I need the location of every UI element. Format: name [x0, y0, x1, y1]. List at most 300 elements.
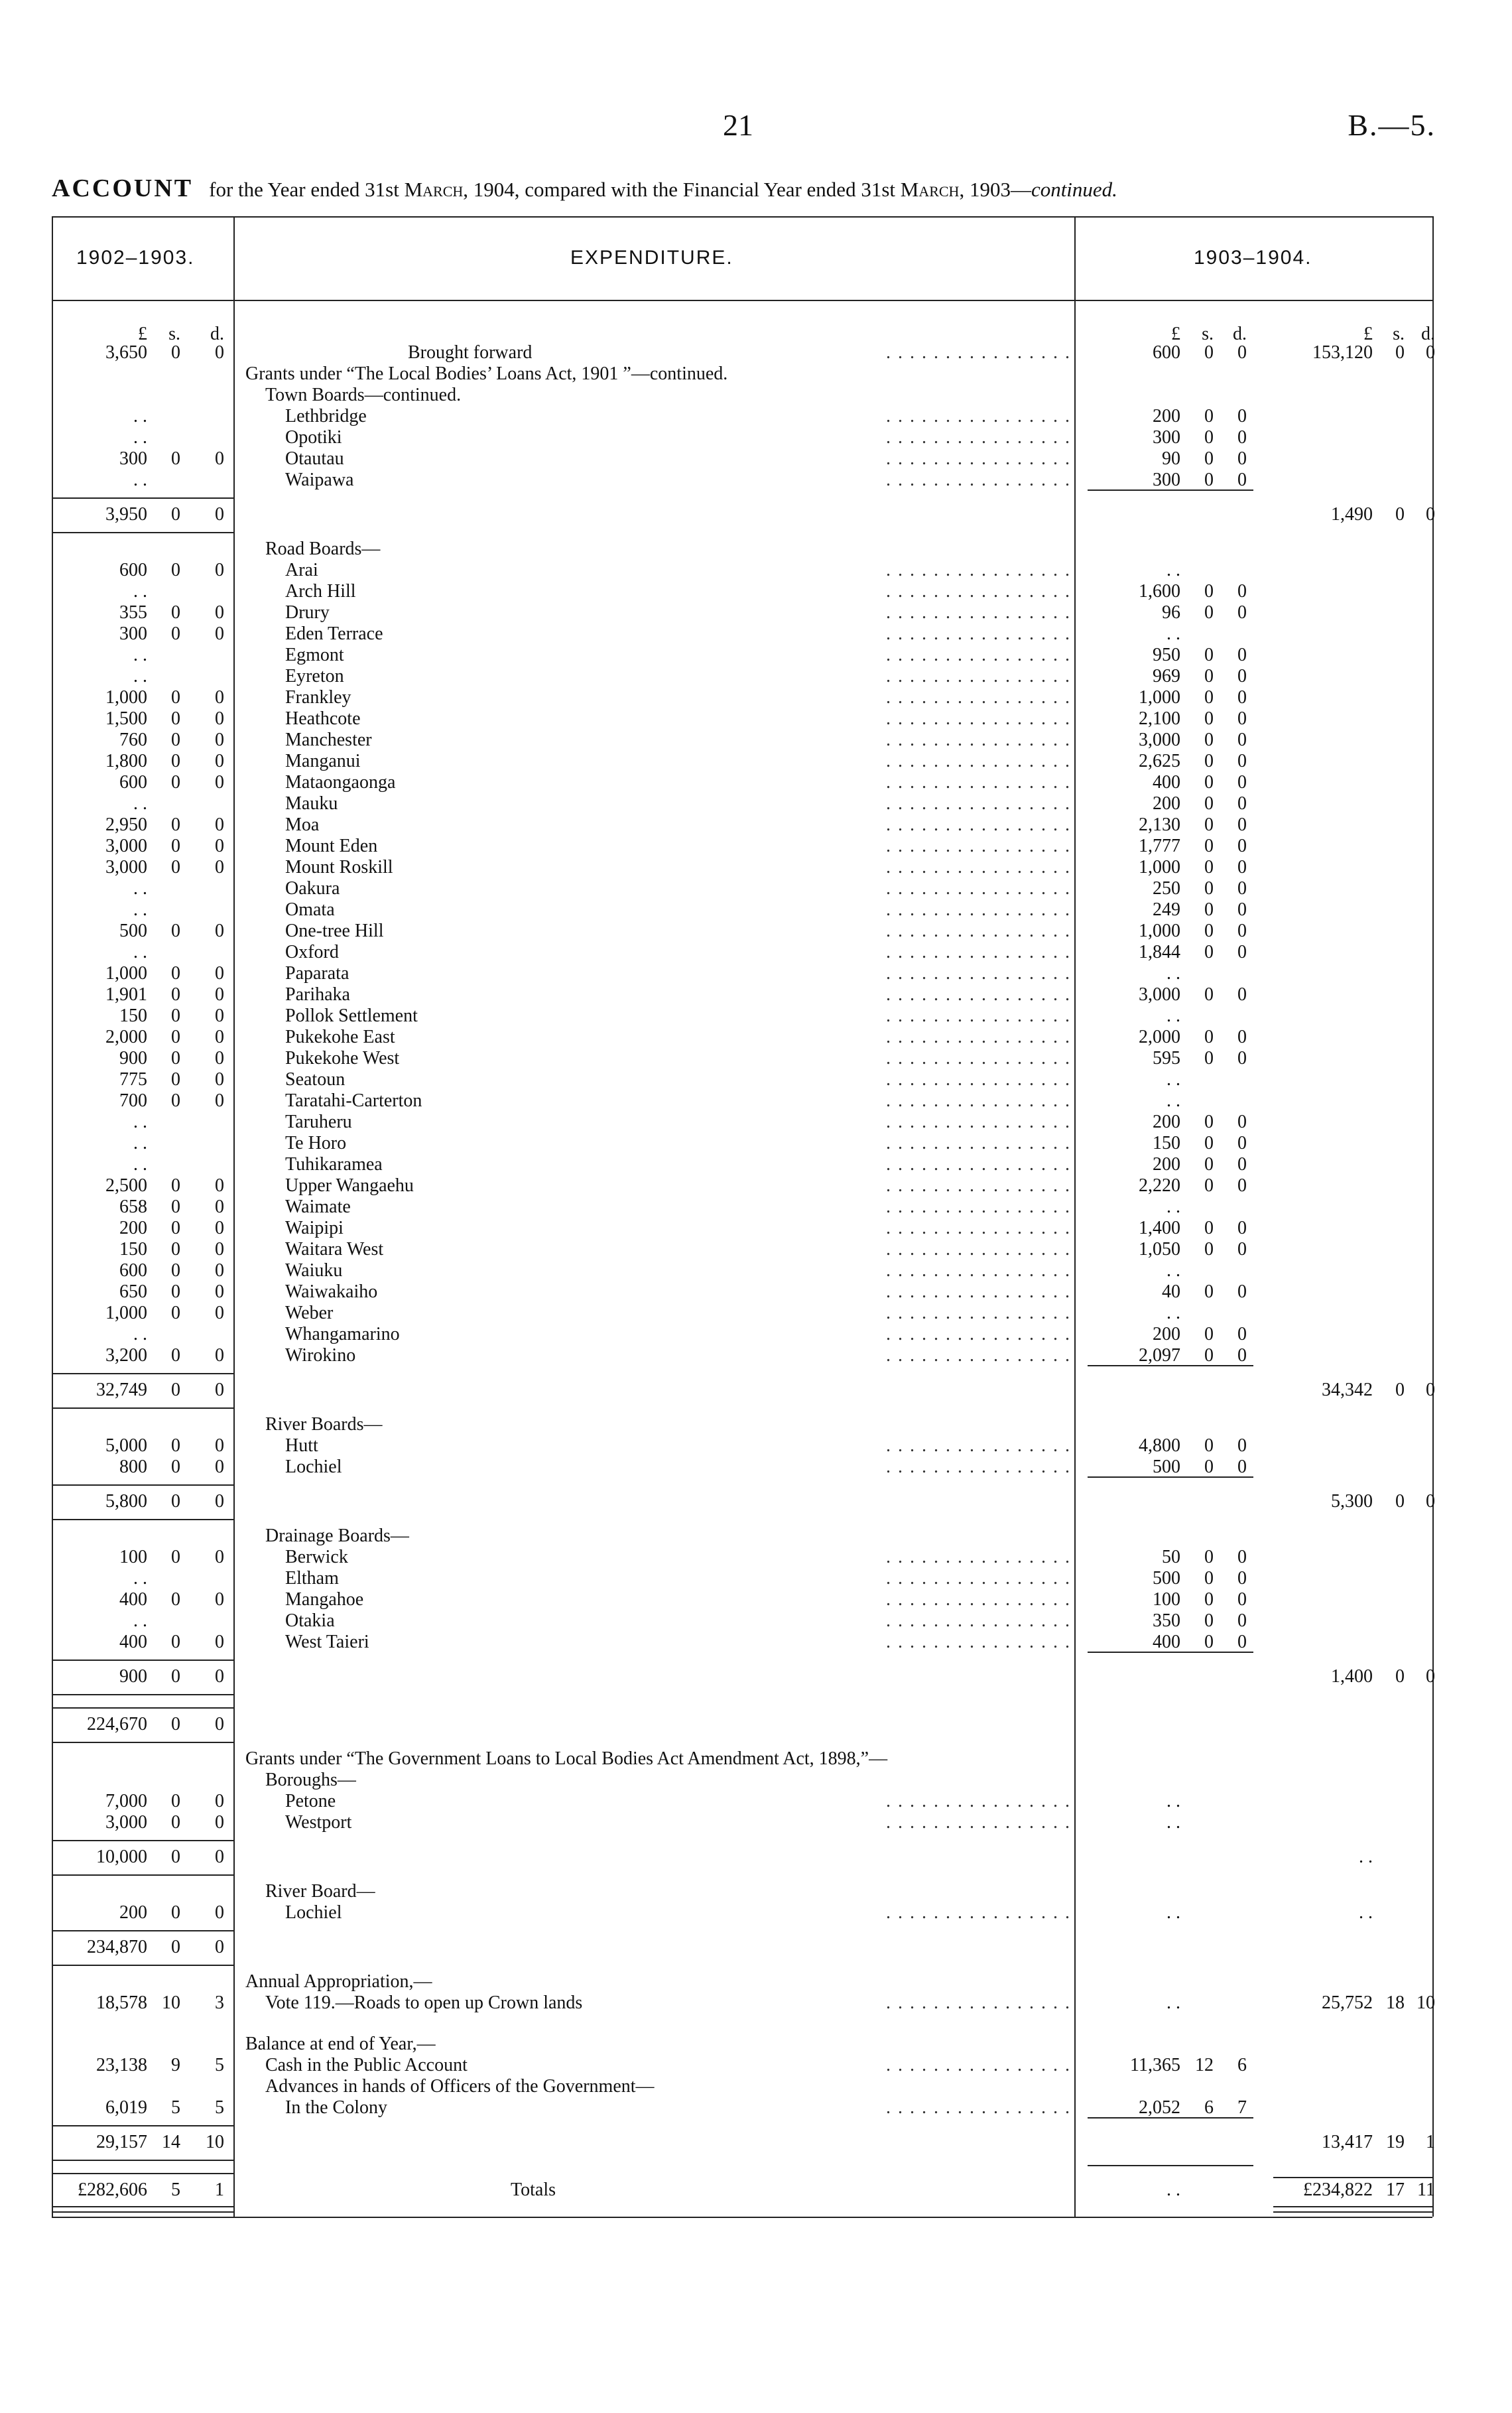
curr-detail-pence: 0: [1237, 1218, 1247, 1238]
prev-pounds: . .: [133, 581, 147, 602]
curr-detail-shillings: 0: [1204, 857, 1214, 878]
curr-detail-pounds: 200: [1153, 406, 1180, 426]
curr-detail-shillings: 0: [1204, 342, 1214, 363]
title-text-a: for the Year ended 31st: [209, 178, 405, 201]
curr-detail-pence: 0: [1237, 1632, 1247, 1652]
leader-dots: . . . . . . . . . . . . . . . .: [886, 470, 1071, 490]
subtotal-rule-curr: [1088, 2165, 1253, 2166]
unit-pound-b: £: [1363, 324, 1373, 344]
prev-shillings: 9: [171, 2055, 180, 2075]
table-row: [0, 1027, 1512, 1048]
row-description: Pukekohe East: [285, 1027, 395, 1047]
row-description: Petone: [285, 1791, 336, 1811]
curr-detail-pence: 0: [1237, 1435, 1247, 1456]
prev-pounds: 23,138: [96, 2055, 147, 2075]
curr-detail-pounds: . .: [1166, 1992, 1180, 2013]
prev-pence: 3: [215, 1992, 224, 2013]
curr-detail-shillings: 0: [1204, 1345, 1214, 1366]
curr-detail-pence: 0: [1237, 942, 1247, 962]
prev-pounds: . .: [133, 1568, 147, 1589]
prev-pence: 0: [215, 1048, 224, 1069]
curr-total-pence: 0: [1426, 1380, 1435, 1400]
table-row: [0, 1414, 1512, 1435]
row-description: Balance at end of Year,—: [245, 2034, 436, 2054]
subtotal-rule: [53, 2173, 233, 2174]
table-row: [0, 1133, 1512, 1154]
prev-pence: 0: [215, 1175, 224, 1196]
prev-pence: 0: [215, 1281, 224, 1302]
curr-detail-pounds: 3,000: [1139, 730, 1180, 750]
prev-pence: 0: [215, 342, 224, 363]
prev-shillings: 0: [171, 1239, 180, 1260]
curr-detail-shillings: 0: [1204, 427, 1214, 448]
curr-detail-shillings: 0: [1204, 1027, 1214, 1047]
leader-dots: . . . . . . . . . . . . . . . .: [886, 772, 1071, 793]
curr-total-pence: 0: [1426, 1491, 1435, 1512]
prev-pence: 5: [215, 2055, 224, 2075]
curr-detail-shillings: 0: [1204, 921, 1214, 941]
title-text-c: , 1903—: [959, 178, 1031, 201]
leader-dots: . . . . . . . . . . . . . . . .: [886, 448, 1071, 469]
curr-detail-shillings: 0: [1204, 645, 1214, 665]
curr-total-pounds: . .: [1359, 1902, 1373, 1923]
leader-dots: . . . . . . . . . . . . . . . .: [886, 1812, 1071, 1833]
prev-pence: 0: [215, 504, 224, 525]
curr-detail-pounds: 4,800: [1139, 1435, 1180, 1456]
subtotal-rule: [53, 1484, 233, 1486]
curr-detail-pence: 0: [1237, 899, 1247, 920]
leader-dots: . . . . . . . . . . . . . . . .: [886, 1197, 1071, 1217]
curr-detail-pounds: 1,777: [1139, 836, 1180, 856]
table-row: [0, 772, 1512, 793]
leader-dots: . . . . . . . . . . . . . . . .: [886, 708, 1071, 729]
header-expenditure: EXPENDITURE.: [570, 247, 733, 269]
leader-dots: . . . . . . . . . . . . . . . .: [886, 1133, 1071, 1153]
row-description: Drainage Boards—: [265, 1526, 409, 1546]
table-row: [0, 2034, 1512, 2055]
curr-detail-shillings: 0: [1204, 448, 1214, 469]
row-description: Grants under “The Local Bodies’ Loans Act, 1901 ”—continued.: [245, 363, 728, 384]
table-row: [0, 1457, 1512, 1478]
curr-detail-pence: 0: [1237, 878, 1247, 899]
prev-shillings: 5: [171, 2180, 180, 2200]
prev-pence: 0: [215, 1380, 224, 1400]
curr-detail-pounds: 400: [1153, 1632, 1180, 1652]
prev-shillings: 0: [171, 751, 180, 771]
row-description: Lethbridge: [285, 406, 367, 426]
row-description: Otautau: [285, 448, 344, 469]
curr-detail-shillings: 0: [1204, 1568, 1214, 1589]
prev-pounds: 900: [119, 1666, 147, 1687]
curr-detail-pounds: . .: [1166, 1791, 1180, 1811]
leader-dots: . . . . . . . . . . . . . . . .: [886, 1568, 1071, 1589]
table-row: [0, 2076, 1512, 2097]
prev-pounds: . .: [133, 878, 147, 899]
curr-detail-pence: 0: [1237, 1589, 1247, 1610]
table-row: [0, 815, 1512, 836]
curr-detail-pence: 0: [1237, 1154, 1247, 1175]
header-curr-year: 1903–1904.: [1194, 247, 1312, 269]
curr-detail-pence: 0: [1237, 666, 1247, 686]
row-description: Pukekohe West: [285, 1048, 400, 1069]
curr-detail-pounds: 2,625: [1139, 751, 1180, 771]
unit-shilling-prev: s.: [168, 324, 180, 344]
curr-detail-pence: 0: [1237, 602, 1247, 623]
table-row: [0, 1260, 1512, 1281]
table-row: [0, 560, 1512, 581]
prev-shillings: 0: [171, 1281, 180, 1302]
table-row: [0, 878, 1512, 899]
prev-pounds: 7,000: [105, 1791, 147, 1811]
table-bottom-rule: [52, 2217, 1432, 2218]
unit-shilling-b: s.: [1393, 324, 1405, 344]
table-row: [0, 363, 1512, 385]
curr-detail-pounds: 500: [1153, 1457, 1180, 1477]
prev-shillings: 0: [171, 708, 180, 729]
leader-dots: . . . . . . . . . . . . . . . .: [886, 1027, 1071, 1047]
row-description: Wirokino: [285, 1345, 356, 1366]
table-row: [0, 645, 1512, 666]
subtotal-rule: [53, 1930, 233, 1931]
leader-dots: . . . . . . . . . . . . . . . .: [886, 1435, 1071, 1456]
table-row: [0, 1112, 1512, 1133]
title-march-1: March: [404, 178, 464, 201]
prev-pounds: 400: [119, 1632, 147, 1652]
curr-detail-shillings: 0: [1204, 1632, 1214, 1652]
curr-total-shillings: 0: [1395, 1491, 1405, 1512]
table-row: [0, 1526, 1512, 1547]
curr-detail-pence: 0: [1237, 1281, 1247, 1302]
curr-detail-pounds: 3,000: [1139, 984, 1180, 1005]
prev-shillings: 0: [171, 1812, 180, 1833]
curr-detail-pounds: 2,000: [1139, 1027, 1180, 1047]
prev-shillings: 0: [171, 1547, 180, 1567]
row-description: Paparata: [285, 963, 349, 984]
prev-shillings: 0: [171, 1175, 180, 1196]
curr-detail-pounds: 11,365: [1130, 2055, 1180, 2075]
curr-detail-pence: 0: [1237, 751, 1247, 771]
table-row: [0, 1610, 1512, 1632]
row-description: Waipipi: [285, 1218, 344, 1238]
prev-pence: 0: [215, 1006, 224, 1026]
prev-pence: 0: [215, 1812, 224, 1833]
curr-detail-pounds: 249: [1153, 899, 1180, 920]
leader-dots: . . . . . . . . . . . . . . . .: [886, 730, 1071, 750]
prev-pounds: 300: [119, 448, 147, 469]
table-row: [0, 581, 1512, 602]
prev-pence: 0: [215, 921, 224, 941]
row-description: Tuhikaramea: [285, 1154, 383, 1175]
prev-pence: 10: [206, 2132, 224, 2152]
curr-detail-pounds: 950: [1153, 645, 1180, 665]
curr-detail-shillings: 0: [1204, 772, 1214, 793]
curr-detail-shillings: 0: [1204, 899, 1214, 920]
curr-detail-pounds: 1,000: [1139, 921, 1180, 941]
leader-dots: . . . . . . . . . . . . . . . .: [886, 623, 1071, 644]
curr-detail-pence: 0: [1237, 857, 1247, 878]
prev-pounds: 100: [119, 1547, 147, 1567]
totals-row: [0, 2180, 1512, 2201]
table-row: [0, 1435, 1512, 1457]
prev-pounds: 5,800: [105, 1491, 147, 1512]
curr-detail-shillings: 0: [1204, 470, 1214, 490]
subtotal-row: [0, 1937, 1512, 1958]
subtotal-rule-below: [53, 1407, 233, 1409]
curr-detail-pounds: 96: [1162, 602, 1180, 623]
leader-dots: . . . . . . . . . . . . . . . .: [886, 1218, 1071, 1238]
subtotal-row: [0, 1847, 1512, 1868]
row-description: Arai: [285, 560, 318, 580]
prev-pounds: . .: [133, 645, 147, 665]
prev-shillings: 0: [171, 1006, 180, 1026]
prev-pence: 0: [215, 857, 224, 878]
prev-shillings: 0: [171, 836, 180, 856]
row-description: Annual Appropriation,—: [245, 1971, 432, 1992]
prev-pounds: 3,000: [105, 857, 147, 878]
title-text-b: , 1904, compared with the Financial Year ended 31st: [463, 178, 901, 201]
curr-detail-shillings: 0: [1204, 1457, 1214, 1477]
curr-detail-pounds: 300: [1153, 427, 1180, 448]
table-row: [0, 1197, 1512, 1218]
leader-dots: . . . . . . . . . . . . . . . .: [886, 836, 1071, 856]
curr-detail-pounds: 969: [1153, 666, 1180, 686]
prev-pounds: 3,000: [105, 1812, 147, 1833]
unit-shilling-a: s.: [1202, 324, 1214, 344]
row-description: Pollok Settlement: [285, 1006, 418, 1026]
leader-dots: . . . . . . . . . . . . . . . .: [886, 1324, 1071, 1344]
subtotal-rule-below: [53, 1519, 233, 1520]
table-row: [0, 1568, 1512, 1589]
curr-total-shillings: 0: [1395, 342, 1405, 363]
subtotal-rule-below: [53, 1965, 233, 1966]
row-description: Heathcote: [285, 708, 361, 729]
curr-detail-pence: 0: [1237, 1610, 1247, 1631]
curr-detail-pence: 0: [1237, 730, 1247, 750]
curr-detail-shillings: 0: [1204, 1589, 1214, 1610]
prev-pounds: 600: [119, 560, 147, 580]
curr-detail-pence: 0: [1237, 645, 1247, 665]
prev-pounds: 1,000: [105, 963, 147, 984]
curr-detail-pounds: 90: [1162, 448, 1180, 469]
prev-pence: 0: [215, 602, 224, 623]
row-description: Oxford: [285, 942, 339, 962]
curr-detail-shillings: 0: [1204, 406, 1214, 426]
prev-shillings: 0: [171, 1714, 180, 1734]
curr-detail-pounds: 400: [1153, 772, 1180, 793]
curr-detail-pounds: . .: [1166, 623, 1180, 644]
leader-dots: . . . . . . . . . . . . . . . .: [886, 687, 1071, 708]
curr-detail-shillings: 0: [1204, 1112, 1214, 1132]
header-bottom-rule: [52, 300, 1432, 301]
prev-pence: 0: [215, 1435, 224, 1456]
row-description: Egmont: [285, 645, 344, 665]
leader-dots: . . . . . . . . . . . . . . . .: [886, 1281, 1071, 1302]
curr-detail-pounds: . .: [1166, 1812, 1180, 1833]
curr-detail-pence: 0: [1237, 581, 1247, 602]
curr-total-shillings: 17: [1386, 2180, 1405, 2200]
prev-pounds: 700: [119, 1090, 147, 1111]
table-row: [0, 1303, 1512, 1324]
curr-detail-pounds: 200: [1153, 793, 1180, 814]
table-row: [0, 448, 1512, 470]
prev-pounds: . .: [133, 470, 147, 490]
leader-dots: . . . . . . . . . . . . . . . .: [886, 1632, 1071, 1652]
table-row: [0, 1971, 1512, 1992]
prev-pence: 0: [215, 1714, 224, 1734]
prev-pounds: 150: [119, 1239, 147, 1260]
prev-pounds: 3,200: [105, 1345, 147, 1366]
curr-detail-shillings: 0: [1204, 708, 1214, 729]
unit-pound-prev: £: [138, 324, 147, 344]
prev-shillings: 0: [171, 1218, 180, 1238]
subtotal-rule-below: [53, 1742, 233, 1743]
leader-dots: . . . . . . . . . . . . . . . .: [886, 1992, 1071, 2013]
leader-dots: . . . . . . . . . . . . . . . .: [886, 1589, 1071, 1610]
prev-pence: 0: [215, 1239, 224, 1260]
prev-pence: 0: [215, 1027, 224, 1047]
prev-pence: 0: [215, 751, 224, 771]
curr-detail-pence: 0: [1237, 1457, 1247, 1477]
row-description: Waimate: [285, 1197, 351, 1217]
prev-pence: 0: [215, 1197, 224, 1217]
curr-total-pounds: 34,342: [1322, 1380, 1373, 1400]
prev-pounds: 10,000: [96, 1847, 147, 1867]
row-description: Omata: [285, 899, 335, 920]
curr-detail-pounds: 1,050: [1139, 1239, 1180, 1260]
row-description: Berwick: [285, 1547, 348, 1567]
subtotal-rule: [53, 1660, 233, 1661]
row-description: Hutt: [285, 1435, 318, 1456]
curr-detail-pence: 0: [1237, 1239, 1247, 1260]
leader-dots: . . . . . . . . . . . . . . . .: [886, 878, 1071, 899]
curr-detail-pounds: 150: [1153, 1133, 1180, 1153]
prev-pence: 0: [215, 1666, 224, 1687]
prev-pounds: 650: [119, 1281, 147, 1302]
prev-pounds: . .: [133, 406, 147, 426]
curr-detail-pounds: 200: [1153, 1112, 1180, 1132]
prev-shillings: 5: [171, 2097, 180, 2118]
table-row: [0, 1006, 1512, 1027]
curr-detail-shillings: 0: [1204, 1133, 1214, 1153]
curr-detail-pence: 0: [1237, 921, 1247, 941]
curr-detail-pounds: 2,100: [1139, 708, 1180, 729]
row-description: Waiwakaiho: [285, 1281, 378, 1302]
prev-shillings: 0: [171, 921, 180, 941]
prev-pounds: 32,749: [96, 1380, 147, 1400]
curr-detail-pounds: . .: [1166, 560, 1180, 580]
table-row: [0, 1324, 1512, 1345]
curr-total-pounds: £234,822: [1303, 2180, 1373, 2200]
curr-detail-pence: 0: [1237, 470, 1247, 490]
subtotal-rule-below: [53, 1694, 233, 1695]
table-row: [0, 708, 1512, 730]
row-description: Advances in hands of Officers of the Government—: [265, 2076, 655, 2097]
prev-pounds: 1,500: [105, 708, 147, 729]
prev-pence: 0: [215, 815, 224, 835]
curr-detail-pence: 0: [1237, 342, 1247, 363]
prev-pence: 0: [215, 560, 224, 580]
curr-detail-pounds: 40: [1162, 1281, 1180, 1302]
leader-dots: . . . . . . . . . . . . . . . .: [886, 1902, 1071, 1923]
curr-detail-pounds: . .: [1166, 1006, 1180, 1026]
curr-detail-pounds: 1,600: [1139, 581, 1180, 602]
table-row: [0, 1048, 1512, 1069]
prev-pence: 0: [215, 772, 224, 793]
title-account: ACCOUNT: [52, 174, 194, 202]
leader-dots: . . . . . . . . . . . . . . . .: [886, 602, 1071, 623]
leader-dots: . . . . . . . . . . . . . . . .: [886, 1069, 1071, 1090]
prev-pounds: 900: [119, 1048, 147, 1069]
prev-pounds: 500: [119, 921, 147, 941]
prev-shillings: 0: [171, 1345, 180, 1366]
leader-dots: . . . . . . . . . . . . . . . .: [886, 427, 1071, 448]
prev-pence: 0: [215, 836, 224, 856]
prev-pounds: . .: [133, 793, 147, 814]
row-description: One-tree Hill: [285, 921, 384, 941]
row-description: Seatoun: [285, 1069, 346, 1090]
prev-shillings: 0: [171, 623, 180, 644]
curr-detail-shillings: 0: [1204, 836, 1214, 856]
leader-dots: . . . . . . . . . . . . . . . .: [886, 1154, 1071, 1175]
curr-detail-pence: 0: [1237, 1345, 1247, 1366]
curr-detail-shillings: 0: [1204, 984, 1214, 1005]
curr-detail-pounds: . .: [1166, 1303, 1180, 1323]
curr-detail-shillings: 0: [1204, 1239, 1214, 1260]
table-row: [0, 1175, 1512, 1197]
curr-detail-pence: 0: [1237, 793, 1247, 814]
subtotal-rule-below: [53, 532, 233, 533]
curr-total-pounds: 153,120: [1312, 342, 1373, 363]
curr-total-shillings: 0: [1395, 504, 1405, 525]
prev-pounds: £282,606: [78, 2180, 147, 2200]
prev-pounds: 200: [119, 1218, 147, 1238]
prev-pence: 1: [215, 2180, 224, 2200]
subtotal-rule-curr: [1088, 2117, 1253, 2119]
curr-detail-pounds: 1,000: [1139, 687, 1180, 708]
row-description: Totals: [511, 2180, 556, 2200]
prev-pounds: . .: [133, 1154, 147, 1175]
row-description: River Boards—: [265, 1414, 383, 1435]
prev-pence: 0: [215, 1218, 224, 1238]
prev-pounds: 800: [119, 1457, 147, 1477]
row-description: Whangamarino: [285, 1324, 400, 1344]
grand-total-double-rule: [53, 2206, 233, 2213]
row-description: Brought forward: [408, 342, 533, 363]
prev-shillings: 0: [171, 560, 180, 580]
curr-detail-shillings: 0: [1204, 1435, 1214, 1456]
prev-shillings: 0: [171, 602, 180, 623]
page-number: 21: [723, 108, 753, 142]
row-description: Otakia: [285, 1610, 335, 1631]
curr-detail-pence: 0: [1237, 1568, 1247, 1589]
row-description: Lochiel: [285, 1457, 342, 1477]
prev-shillings: 0: [171, 504, 180, 525]
prev-pounds: 658: [119, 1197, 147, 1217]
row-description: Waiuku: [285, 1260, 343, 1281]
table-row: [0, 470, 1512, 491]
curr-detail-pence: 0: [1237, 836, 1247, 856]
curr-detail-shillings: 0: [1204, 815, 1214, 835]
table-row: [0, 2055, 1512, 2076]
table-row: [0, 1345, 1512, 1366]
unit-pence-prev: d.: [210, 324, 224, 344]
curr-detail-pence: 0: [1237, 427, 1247, 448]
table-row: [0, 751, 1512, 772]
curr-detail-pounds: 350: [1153, 1610, 1180, 1631]
subtotal-row: [0, 1491, 1512, 1512]
curr-detail-pounds: 1,400: [1139, 1218, 1180, 1238]
row-description: Waitara West: [285, 1239, 384, 1260]
